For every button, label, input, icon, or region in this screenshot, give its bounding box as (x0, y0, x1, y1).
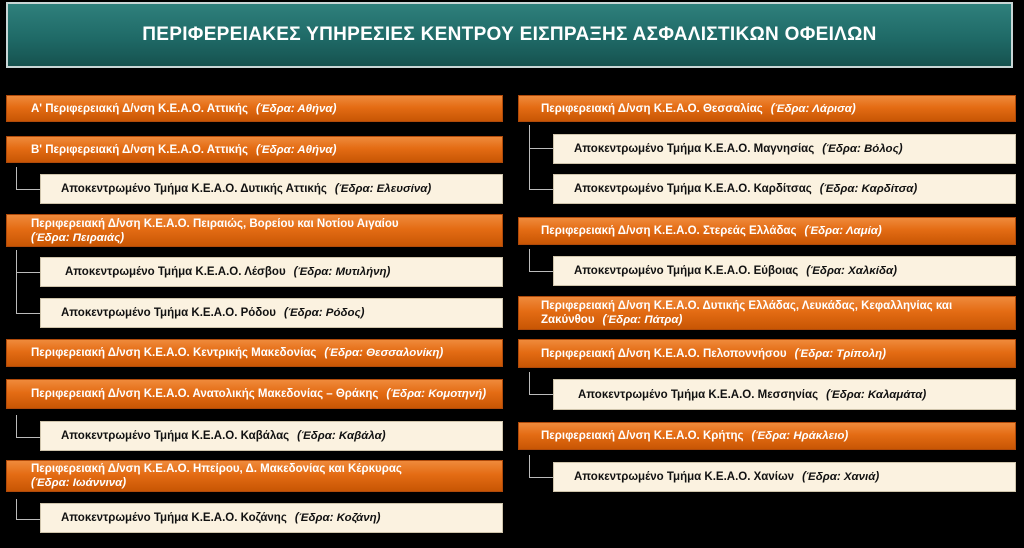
connector (16, 167, 41, 190)
department-name: Αποκεντρωμένο Τμήμα Κ.Ε.Α.Ο. Κοζάνης (61, 512, 287, 524)
department-box[interactable] (40, 174, 503, 204)
department-name: Αποκεντρωμένο Τμήμα Κ.Ε.Α.Ο. Μαγνησίας (574, 143, 815, 155)
directorate-name: Περιφερειακή Δ/νση Κ.Ε.Α.Ο. Κεντρικής Μακεδονίας (31, 347, 317, 359)
department-name: Αποκεντρωμένο Τμήμα Κ.Ε.Α.Ο. Χανίων (574, 471, 795, 483)
department-box[interactable] (40, 298, 503, 328)
directorate-name: Περιφερειακή Δ/νση Κ.Ε.Α.Ο. Πειραιώς, Βορείου και Νοτίου Αιγαίου (31, 217, 399, 230)
directorate-box[interactable] (518, 217, 1016, 245)
directorate-seat: (Έδρα: Λάρισα) (770, 102, 856, 115)
department-seat: (Έδρα: Βόλος) (822, 143, 903, 155)
department-name: Αποκεντρωμένο Τμήμα Κ.Ε.Α.Ο. Λέσβου (65, 266, 286, 278)
department-name: Αποκεντρωμένο Τμήμα Κ.Ε.Α.Ο. Δυτικής Αττικής (61, 183, 327, 195)
directorate-box[interactable] (6, 339, 503, 367)
connector (16, 250, 17, 313)
department-box[interactable] (553, 462, 1016, 492)
department-name: Αποκεντρωμένο Τμήμα Κ.Ε.Α.Ο. Εύβοιας (574, 265, 799, 277)
department-box[interactable] (553, 134, 1016, 164)
directorate-name: Περιφερειακή Δ/νση Κ.Ε.Α.Ο. Ανατολικής Μακεδονίας – Θράκης (31, 388, 379, 400)
department-seat: (Έδρα: Ελευσίνα) (334, 183, 432, 195)
department-seat: (Έδρα: Καβάλα) (297, 430, 386, 442)
department-name: Αποκεντρωμένο Τμήμα Κ.Ε.Α.Ο. Καρδίτσας (574, 183, 812, 195)
department-name: Αποκεντρωμένο Τμήμα Κ.Ε.Α.Ο. Μεσσηνίας (578, 388, 819, 401)
department-seat: (Έδρα: Ρόδος) (284, 307, 365, 319)
department-box[interactable] (553, 174, 1016, 204)
directorate-name: Περιφερειακή Δ/νση Κ.Ε.Α.Ο. Κρήτης (541, 430, 744, 442)
directorate-box[interactable] (6, 214, 503, 247)
department-seat: (Έδρα: Κοζάνη) (294, 512, 381, 524)
directorate-box[interactable] (6, 95, 503, 122)
directorate-box[interactable] (518, 422, 1016, 450)
department-seat: (Έδρα: Μυτιλήνη) (293, 266, 391, 278)
connector (16, 272, 40, 314)
connector (529, 249, 554, 272)
directorate-name-line2: Ζακύνθου (541, 314, 595, 326)
directorate-name: Περιφερειακή Δ/νση Κ.Ε.Α.Ο. Ηπείρου, Δ. Μακεδονίας και Κέρκυρας (31, 463, 402, 475)
department-name: Αποκεντρωμένο Τμήμα Κ.Ε.Α.Ο. Καβάλας (61, 430, 290, 442)
directorate-seat: (Έδρα: Ηράκλειο) (751, 430, 849, 442)
directorate-box[interactable] (518, 339, 1016, 368)
connector (529, 148, 554, 190)
directorate-seat: (Έδρα: Θεσσαλονίκη) (324, 347, 444, 359)
connector (16, 415, 41, 438)
directorate-seat: (Έδρα: Πάτρα) (602, 314, 683, 326)
connector (16, 250, 41, 273)
directorate-name: Περιφερειακή Δ/νση Κ.Ε.Α.Ο. Θεσσαλίας (541, 102, 763, 115)
directorate-seat: (Έδρα: Πειραιάς) (31, 231, 125, 244)
directorate-seat: (Έδρα: Κομοτηνή) (386, 388, 487, 400)
directorate-seat: (Έδρα: Αθήνα) (255, 143, 337, 156)
department-seat: (Έδρα: Καλαμάτα) (826, 388, 927, 401)
directorate-name: Περιφερειακή Δ/νση Κ.Ε.Α.Ο. Πελοποννήσου (541, 347, 787, 360)
department-seat: (Έδρα: Καρδίτσα) (819, 183, 918, 195)
department-box[interactable] (40, 257, 503, 287)
directorate-seat: (Έδρα: Λαμία) (804, 225, 882, 237)
directorate-box[interactable] (6, 379, 503, 409)
page-title: ΠΕΡΙΦΕΡΕΙΑΚΕΣ ΥΠΗΡΕΣΙΕΣ ΚΕΝΤΡΟΥ ΕΙΣΠΡΑΞΗΣ ΑΣΦΑΛΙΣΤΙΚΩΝ ΟΦΕΙΛΩΝ (6, 2, 1013, 68)
directorate-name: Α' Περιφερειακή Δ/νση Κ.Ε.Α.Ο. Αττικής (31, 102, 248, 115)
directorate-seat: (Έδρα: Τρίπολη) (794, 347, 887, 360)
directorate-box[interactable] (6, 460, 503, 492)
directorate-box[interactable] (518, 95, 1016, 122)
connector (529, 125, 554, 149)
department-box[interactable] (553, 256, 1016, 286)
directorate-seat: (Έδρα: Ιωάννινα) (31, 477, 127, 489)
department-name: Αποκεντρωμένο Τμήμα Κ.Ε.Α.Ο. Ρόδου (61, 307, 277, 319)
connector (16, 499, 41, 520)
directorate-box[interactable] (518, 296, 1016, 330)
department-box[interactable] (40, 503, 503, 533)
directorate-name: Περιφερειακή Δ/νση Κ.Ε.Α.Ο. Στερεάς Ελλάδας (541, 225, 797, 237)
directorate-seat: (Έδρα: Αθήνα) (255, 102, 337, 115)
department-box[interactable] (553, 379, 1016, 410)
directorate-name: Β' Περιφερειακή Δ/νση Κ.Ε.Α.Ο. Αττικής (31, 143, 248, 156)
department-box[interactable] (40, 421, 503, 451)
department-seat: (Έδρα: Χανιά) (802, 471, 880, 483)
connector (529, 372, 554, 395)
directorate-name: Περιφερειακή Δ/νση Κ.Ε.Α.Ο. Δυτικής Ελλάδας, Λευκάδας, Κεφαλληνίας και (541, 300, 953, 312)
directorate-box[interactable] (6, 136, 503, 163)
connector (529, 455, 554, 478)
department-seat: (Έδρα: Χαλκίδα) (806, 265, 897, 277)
